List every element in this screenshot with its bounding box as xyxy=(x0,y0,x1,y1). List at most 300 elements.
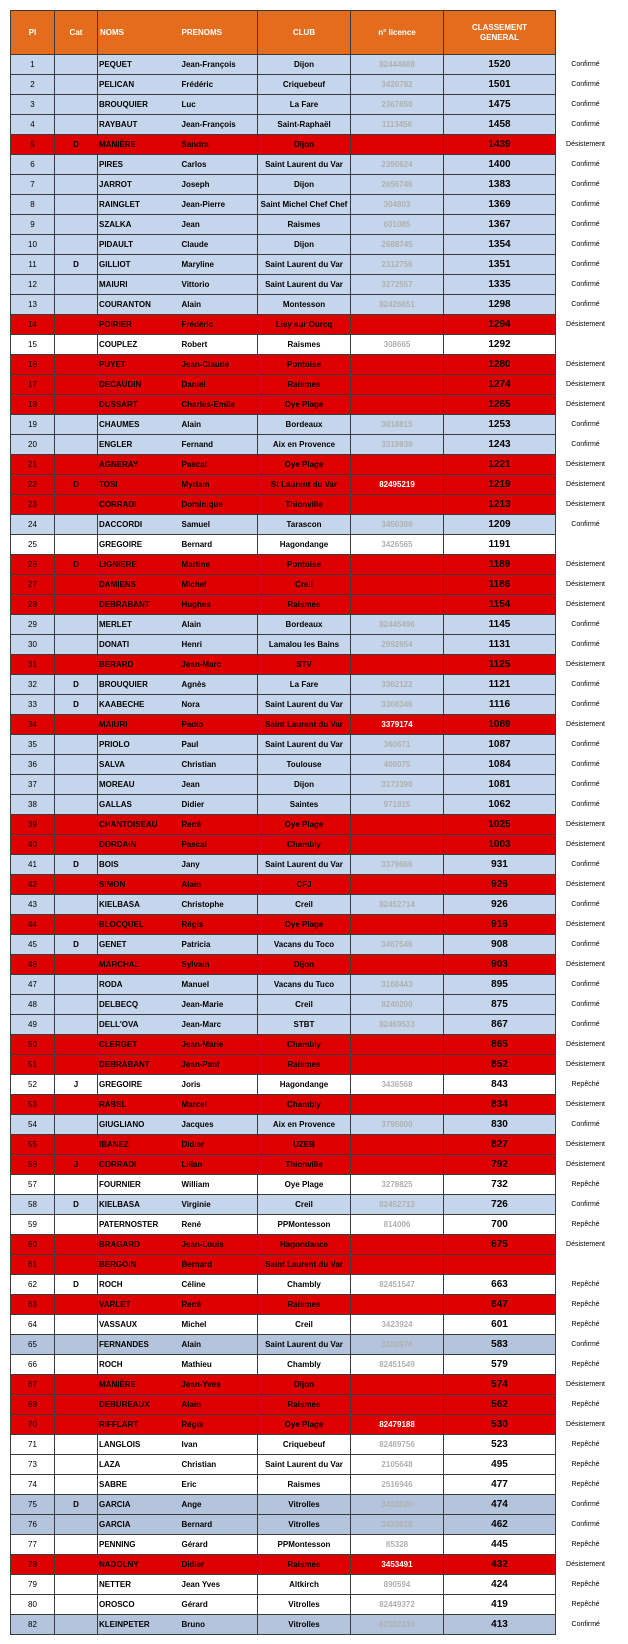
firstname-cell: Michel xyxy=(180,575,258,595)
firstname-cell: Jean-François xyxy=(180,55,258,75)
club-cell: Chambly xyxy=(258,1035,351,1055)
licence-cell: 3272557 xyxy=(351,275,444,295)
licence-cell: 8240200 xyxy=(351,995,444,1015)
ranking-points-cell: 1191 xyxy=(444,535,556,555)
club-cell: Raismes xyxy=(258,1295,351,1315)
club-cell: Saint-Raphaël xyxy=(258,115,351,135)
place-cell: 39 xyxy=(11,815,55,835)
surname-cell: GREGOIRE xyxy=(98,535,180,555)
club-cell: Dijon xyxy=(258,55,351,75)
licence-cell xyxy=(351,1035,444,1055)
table-row xyxy=(11,795,616,815)
category-cell xyxy=(55,975,98,995)
firstname-cell: Régis xyxy=(180,1415,258,1435)
club-cell: Aix en Provence xyxy=(258,435,351,455)
status-cell: Repêché xyxy=(556,1295,616,1315)
surname-cell: RAINGLET xyxy=(98,195,180,215)
club-cell: Vacans du Toco xyxy=(258,935,351,955)
category-cell xyxy=(55,1535,98,1555)
table-row xyxy=(11,595,616,615)
table-row xyxy=(11,1395,616,1415)
surname-cell: DELBECQ xyxy=(98,995,180,1015)
ranking-points-cell: 1219 xyxy=(444,475,556,495)
club-cell: Vacans du Tuco xyxy=(258,975,351,995)
table-row xyxy=(11,695,616,715)
firstname-cell: Myriam xyxy=(180,475,258,495)
table-row xyxy=(11,1535,616,1555)
category-cell: D xyxy=(55,675,98,695)
ranking-points-cell: 1265 xyxy=(444,395,556,415)
status-cell: Désistement xyxy=(556,1235,616,1255)
club-cell: Raismes xyxy=(258,1475,351,1495)
table-row xyxy=(11,735,616,755)
category-cell xyxy=(55,1215,98,1235)
status-cell: Confirmé xyxy=(556,1015,616,1035)
club-cell: Dijon xyxy=(258,235,351,255)
ranking-points-cell: 908 xyxy=(444,935,556,955)
firstname-cell: Jean-Marie xyxy=(180,995,258,1015)
club-cell: Bordeaux xyxy=(258,415,351,435)
surname-cell: GALLAS xyxy=(98,795,180,815)
surname-cell: SABRE xyxy=(98,1475,180,1495)
place-cell: 15 xyxy=(11,335,55,355)
table-row xyxy=(11,1315,616,1335)
surname-cell: BRAGARD xyxy=(98,1235,180,1255)
surname-cell: PRIOLO xyxy=(98,735,180,755)
ranking-points-cell: 1294 xyxy=(444,315,556,335)
status-cell: Confirmé xyxy=(556,755,616,775)
status-cell: Confirmé xyxy=(556,635,616,655)
place-cell: 38 xyxy=(11,795,55,815)
place-cell: 18 xyxy=(11,395,55,415)
club-cell: Creil xyxy=(258,1315,351,1335)
status-cell: Confirmé xyxy=(556,1515,616,1535)
surname-cell: BOIS xyxy=(98,855,180,875)
header-licence: n° licence xyxy=(351,11,444,55)
category-cell xyxy=(55,175,98,195)
header-pl: Pl xyxy=(11,11,55,55)
licence-cell: 3173390 xyxy=(351,775,444,795)
table-row xyxy=(11,1135,616,1155)
club-cell: Saint Laurent du Var xyxy=(258,155,351,175)
licence-cell: 3300978 xyxy=(351,1335,444,1355)
place-cell: 34 xyxy=(11,715,55,735)
firstname-cell: Carlos xyxy=(180,155,258,175)
firstname-cell: Jean Yves xyxy=(180,1575,258,1595)
status-cell: Désistement xyxy=(556,1415,616,1435)
category-cell xyxy=(55,995,98,1015)
firstname-cell: Robert xyxy=(180,335,258,355)
ranking-points-cell: 843 xyxy=(444,1075,556,1095)
surname-cell: FOURNIER xyxy=(98,1175,180,1195)
surname-cell: DELL'OVA xyxy=(98,1015,180,1035)
ranking-points-cell: 867 xyxy=(444,1015,556,1035)
status-cell: Confirmé xyxy=(556,795,616,815)
place-cell: 26 xyxy=(11,555,55,575)
surname-cell: GREGOIRE xyxy=(98,1075,180,1095)
status-cell: Repêché xyxy=(556,1175,616,1195)
surname-cell: CHAUMES xyxy=(98,415,180,435)
category-cell xyxy=(55,95,98,115)
surname-cell: ROCH xyxy=(98,1275,180,1295)
licence-cell: 890594 xyxy=(351,1575,444,1595)
surname-cell: IBANEZ xyxy=(98,1135,180,1155)
ranking-points-cell: 1274 xyxy=(444,375,556,395)
firstname-cell: Christian xyxy=(180,755,258,775)
firstname-cell: Alain xyxy=(180,875,258,895)
club-cell: Chambly xyxy=(258,1095,351,1115)
status-cell: Confirmé xyxy=(556,255,616,275)
table-row xyxy=(11,515,616,535)
place-cell: 42 xyxy=(11,875,55,895)
firstname-cell: Eric xyxy=(180,1475,258,1495)
header-cat: Cat xyxy=(55,11,98,55)
surname-cell: MAIURI xyxy=(98,715,180,735)
category-cell xyxy=(55,1035,98,1055)
ranking-points-cell: 579 xyxy=(444,1355,556,1375)
ranking-sheet xyxy=(10,10,616,1635)
club-cell: Raismes xyxy=(258,335,351,355)
surname-cell: PELICAN xyxy=(98,75,180,95)
status-cell: Repêché xyxy=(556,1315,616,1335)
table-row xyxy=(11,1195,616,1215)
ranking-points-cell: 1383 xyxy=(444,175,556,195)
licence-cell: 3168443 xyxy=(351,975,444,995)
ranking-points-cell: 1475 xyxy=(444,95,556,115)
ranking-points-cell xyxy=(444,1255,556,1275)
status-cell: Repêché xyxy=(556,1395,616,1415)
firstname-cell: Régis xyxy=(180,915,258,935)
surname-cell: DORDAIN xyxy=(98,835,180,855)
status-cell: Confirmé xyxy=(556,115,616,135)
ranking-points-cell: 1520 xyxy=(444,55,556,75)
category-cell xyxy=(55,295,98,315)
ranking-points-cell: 827 xyxy=(444,1135,556,1155)
table-row xyxy=(11,1335,616,1355)
ranking-points-cell: 562 xyxy=(444,1395,556,1415)
category-cell: J xyxy=(55,1155,98,1175)
header-row xyxy=(11,11,616,55)
firstname-cell: Dominique xyxy=(180,495,258,515)
ranking-points-cell: 523 xyxy=(444,1435,556,1455)
firstname-cell: Hughes xyxy=(180,595,258,615)
surname-cell: BERARD xyxy=(98,655,180,675)
firstname-cell: Pascal xyxy=(180,455,258,475)
licence-cell: 3450306 xyxy=(351,515,444,535)
category-cell xyxy=(55,235,98,255)
licence-cell: 3795000 xyxy=(351,1115,444,1135)
status-cell: Repêché xyxy=(556,1275,616,1295)
table-row xyxy=(11,575,616,595)
surname-cell: VASSAUX xyxy=(98,1315,180,1335)
licence-cell xyxy=(351,355,444,375)
club-cell: La Fare xyxy=(258,675,351,695)
ranking-points-cell: 834 xyxy=(444,1095,556,1115)
surname-cell: NETTER xyxy=(98,1575,180,1595)
ranking-points-cell: 474 xyxy=(444,1495,556,1515)
table-row xyxy=(11,1415,616,1435)
club-cell: UZEB xyxy=(258,1135,351,1155)
club-cell: Vitrolles xyxy=(258,1615,351,1635)
status-cell: Confirmé xyxy=(556,175,616,195)
ranking-points-cell: 1351 xyxy=(444,255,556,275)
firstname-cell: Bernard xyxy=(180,535,258,555)
club-cell: Oye Plage xyxy=(258,1415,351,1435)
place-cell: 45 xyxy=(11,935,55,955)
table-row xyxy=(11,475,616,495)
status-cell: Désistement xyxy=(556,495,616,515)
table-row xyxy=(11,75,616,95)
firstname-cell: Frédéric xyxy=(180,75,258,95)
licence-cell: 601085 xyxy=(351,215,444,235)
category-cell xyxy=(55,635,98,655)
licence-cell xyxy=(351,1395,444,1415)
club-cell: Dijon xyxy=(258,175,351,195)
licence-cell: 82449372 xyxy=(351,1595,444,1615)
club-cell: Tarascon xyxy=(258,515,351,535)
category-cell xyxy=(55,875,98,895)
firstname-cell: Jean-Marie xyxy=(180,1035,258,1055)
surname-cell: PIRES xyxy=(98,155,180,175)
ranking-points-cell: 477 xyxy=(444,1475,556,1495)
place-cell: 41 xyxy=(11,855,55,875)
status-cell: Confirmé xyxy=(556,515,616,535)
firstname-cell: Henri xyxy=(180,635,258,655)
club-cell: Saint Laurent du Var xyxy=(258,275,351,295)
place-cell: 23 xyxy=(11,495,55,515)
status-cell: Repêché xyxy=(556,1595,616,1615)
ranking-points-cell: 865 xyxy=(444,1035,556,1055)
table-row xyxy=(11,55,616,75)
surname-cell: OROSCO xyxy=(98,1595,180,1615)
table-row xyxy=(11,1275,616,1295)
status-cell: Désistement xyxy=(556,1375,616,1395)
place-cell: 70 xyxy=(11,1415,55,1435)
category-cell xyxy=(55,1355,98,1375)
table-row xyxy=(11,155,616,175)
club-cell: Hagondance xyxy=(258,1235,351,1255)
status-cell: Confirmé xyxy=(556,935,616,955)
category-cell xyxy=(55,1515,98,1535)
club-cell: Criquebeuf xyxy=(258,1435,351,1455)
status-cell: Désistement xyxy=(556,1155,616,1175)
category-cell xyxy=(55,275,98,295)
licence-cell xyxy=(351,915,444,935)
ranking-points-cell: 895 xyxy=(444,975,556,995)
place-cell: 7 xyxy=(11,175,55,195)
status-cell: Confirmé xyxy=(556,215,616,235)
club-cell: Saint Laurent du Var xyxy=(258,855,351,875)
club-cell: Criquebeuf xyxy=(258,75,351,95)
ranking-points-cell: 1298 xyxy=(444,295,556,315)
table-row xyxy=(11,495,616,515)
firstname-cell: Jean-Marc xyxy=(180,1015,258,1035)
table-row xyxy=(11,775,616,795)
status-cell xyxy=(556,335,616,355)
licence-cell: 1113456 xyxy=(351,115,444,135)
licence-cell: 82452713 xyxy=(351,1195,444,1215)
table-row xyxy=(11,1615,616,1635)
category-cell xyxy=(55,815,98,835)
table-row xyxy=(11,435,616,455)
place-cell: 73 xyxy=(11,1455,55,1475)
surname-cell: CHANTOISEAU xyxy=(98,815,180,835)
ranking-points-cell: 647 xyxy=(444,1295,556,1315)
category-cell xyxy=(55,1295,98,1315)
surname-cell: MERLET xyxy=(98,615,180,635)
place-cell: 62 xyxy=(11,1275,55,1295)
surname-cell: MANIÈRE xyxy=(98,135,180,155)
firstname-cell: Luc xyxy=(180,95,258,115)
place-cell: 40 xyxy=(11,835,55,855)
firstname-cell: Jacques xyxy=(180,1115,258,1135)
surname-cell: ENGLER xyxy=(98,435,180,455)
table-row xyxy=(11,1475,616,1495)
table-row xyxy=(11,755,616,775)
firstname-cell: Vittorio xyxy=(180,275,258,295)
club-cell: Montesson xyxy=(258,295,351,315)
category-cell xyxy=(55,355,98,375)
club-cell: Saint Michel Chef Chef xyxy=(258,195,351,215)
status-cell: Repêché xyxy=(556,1435,616,1455)
ranking-points-cell: 1025 xyxy=(444,815,556,835)
status-cell: Confirmé xyxy=(556,435,616,455)
place-cell: 44 xyxy=(11,915,55,935)
status-cell: Désistement xyxy=(556,135,616,155)
club-cell: Oye Plage xyxy=(258,395,351,415)
surname-cell: NADOLNY xyxy=(98,1555,180,1575)
firstname-cell: Jean-Marc xyxy=(180,655,258,675)
licence-cell: 2390624 xyxy=(351,155,444,175)
ranking-points-cell: 1062 xyxy=(444,795,556,815)
licence-cell: 82445496 xyxy=(351,615,444,635)
table-row xyxy=(11,95,616,115)
place-cell: 60 xyxy=(11,1235,55,1255)
club-cell: Chambly xyxy=(258,1355,351,1375)
table-row xyxy=(11,1515,616,1535)
table-row xyxy=(11,1055,616,1075)
category-cell xyxy=(55,1315,98,1335)
surname-cell: POIRIER xyxy=(98,315,180,335)
table-row xyxy=(11,1575,616,1595)
firstname-cell: René xyxy=(180,815,258,835)
place-cell: 68 xyxy=(11,1395,55,1415)
place-cell: 5 xyxy=(11,135,55,155)
status-cell: Confirmé xyxy=(556,695,616,715)
category-cell xyxy=(55,1255,98,1275)
place-cell: 80 xyxy=(11,1595,55,1615)
status-cell: Confirmé xyxy=(556,1195,616,1215)
club-cell: Saintes xyxy=(258,795,351,815)
table-row xyxy=(11,1075,616,1095)
table-row xyxy=(11,1495,616,1515)
table-row xyxy=(11,1235,616,1255)
club-cell: Vitrolles xyxy=(258,1595,351,1615)
category-cell xyxy=(55,335,98,355)
licence-cell: 2992654 xyxy=(351,635,444,655)
club-cell: Saint Laurent du Var xyxy=(258,1335,351,1355)
club-cell: Hagondange xyxy=(258,1075,351,1095)
licence-cell xyxy=(351,455,444,475)
firstname-cell: Bernard xyxy=(180,1255,258,1275)
firstname-cell: Paul xyxy=(180,735,258,755)
firstname-cell: Gérard xyxy=(180,1595,258,1615)
surname-cell: DEBUREAUX xyxy=(98,1395,180,1415)
category-cell xyxy=(55,55,98,75)
status-cell: Désistement xyxy=(556,875,616,895)
firstname-cell: Alain xyxy=(180,1395,258,1415)
place-cell: 49 xyxy=(11,1015,55,1035)
licence-cell: 3426565 xyxy=(351,535,444,555)
licence-cell: 814006 xyxy=(351,1215,444,1235)
surname-cell: BLOCQUEL xyxy=(98,915,180,935)
firstname-cell: Martine xyxy=(180,555,258,575)
place-cell: 66 xyxy=(11,1355,55,1375)
ranking-points-cell: 1209 xyxy=(444,515,556,535)
ranking-points-cell: 413 xyxy=(444,1615,556,1635)
status-cell: Repêché xyxy=(556,1455,616,1475)
status-cell: Désistement xyxy=(556,1135,616,1155)
place-cell: 35 xyxy=(11,735,55,755)
club-cell: Dijon xyxy=(258,135,351,155)
table-row xyxy=(11,1375,616,1395)
category-cell: D xyxy=(55,855,98,875)
table-row xyxy=(11,1215,616,1235)
category-cell: D xyxy=(55,695,98,715)
category-cell xyxy=(55,835,98,855)
category-cell xyxy=(55,1015,98,1035)
category-cell: D xyxy=(55,1275,98,1295)
licence-cell xyxy=(351,1295,444,1315)
firstname-cell: Mathieu xyxy=(180,1355,258,1375)
surname-cell: PUYET xyxy=(98,355,180,375)
category-cell xyxy=(55,895,98,915)
table-row xyxy=(11,1035,616,1055)
ranking-points-cell: 1087 xyxy=(444,735,556,755)
table-row xyxy=(11,955,616,975)
surname-cell: PEQUET xyxy=(98,55,180,75)
licence-cell: 82479188 xyxy=(351,1415,444,1435)
table-row xyxy=(11,455,616,475)
place-cell: 52 xyxy=(11,1075,55,1095)
place-cell: 14 xyxy=(11,315,55,335)
status-cell: Confirmé xyxy=(556,275,616,295)
category-cell xyxy=(55,195,98,215)
ranking-points-cell: 1280 xyxy=(444,355,556,375)
firstname-cell: Bernard xyxy=(180,1515,258,1535)
licence-cell xyxy=(351,655,444,675)
licence-cell xyxy=(351,1155,444,1175)
surname-cell: GARCIA xyxy=(98,1515,180,1535)
ranking-points-cell: 1458 xyxy=(444,115,556,135)
table-row xyxy=(11,255,616,275)
surname-cell: CORRADI xyxy=(98,1155,180,1175)
table-row xyxy=(11,1595,616,1615)
club-cell: STV xyxy=(258,655,351,675)
table-row xyxy=(11,375,616,395)
firstname-cell: Didier xyxy=(180,1135,258,1155)
table-row xyxy=(11,855,616,875)
surname-cell: PATERNOSTER xyxy=(98,1215,180,1235)
surname-cell: KIELBASA xyxy=(98,1195,180,1215)
ranking-points-cell: 732 xyxy=(444,1175,556,1195)
surname-cell: SZALKA xyxy=(98,215,180,235)
licence-cell xyxy=(351,495,444,515)
club-cell: PPMontesson xyxy=(258,1535,351,1555)
category-cell xyxy=(55,915,98,935)
table-row xyxy=(11,1355,616,1375)
surname-cell: RAYBAUT xyxy=(98,115,180,135)
